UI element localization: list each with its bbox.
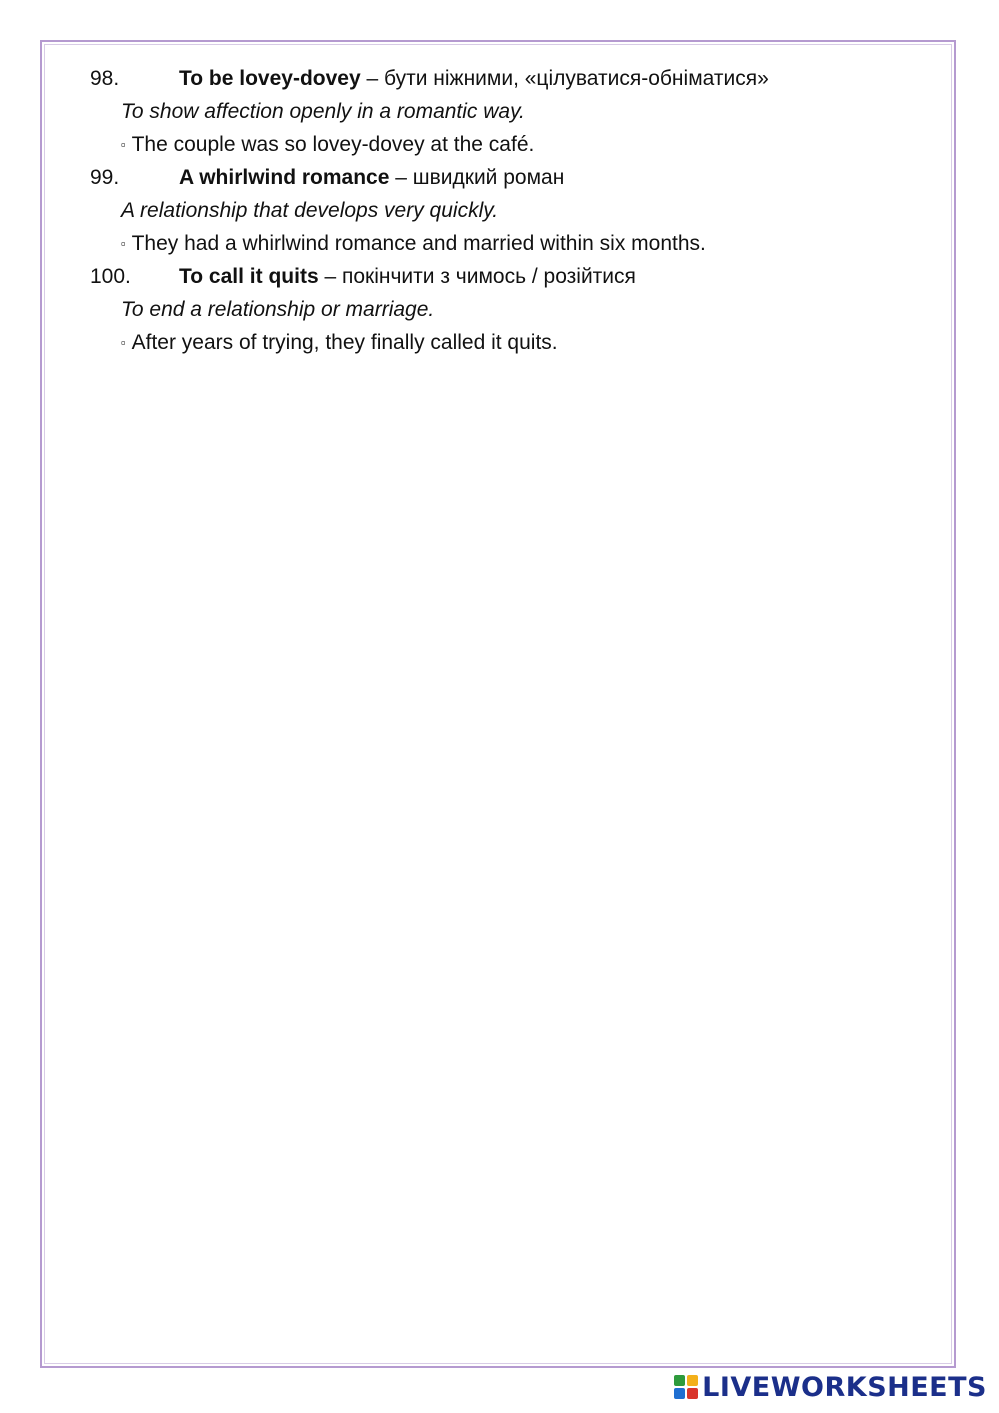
logo-square-blue [674,1388,685,1399]
idiom-example [90,227,930,260]
brand-name: LIVEWORKSHEETS [702,1371,987,1403]
idiom-entry-99 [90,161,930,260]
square-bullet-icon: ▫ [121,137,126,152]
entry-number: 98. [90,67,120,90]
idiom-translation: – бути ніжними, «цілуватися-обніматися» [360,67,769,90]
idiom-term: A whirlwind romance [179,166,390,189]
example-sentence: The couple was so lovey-dovey at the café. [131,133,535,156]
idiom-entry-100 [90,260,930,359]
example-sentence: After years of trying, they finally called it quits. [131,331,558,354]
idiom-example [90,128,930,161]
idiom-translation: – покінчити з чимось / розійтися [318,265,636,288]
idiom-example [90,326,930,359]
idiom-term: To call it quits [179,265,319,288]
idiom-translation: – швидкий роман [389,166,565,189]
entry-heading [90,260,930,293]
logo-square-yellow [687,1375,698,1386]
entry-number: 100. [90,265,131,288]
entry-heading [90,62,930,95]
entry-heading [90,161,930,194]
square-bullet-icon: ▫ [121,236,126,251]
idiom-definition: To end a relationship or marriage. [121,298,435,321]
example-sentence: They had a whirlwind romance and married within six months. [131,232,706,255]
idiom-entry-98 [90,62,930,161]
logo-square-green [674,1375,685,1386]
idiom-definition: To show affection openly in a romantic way. [121,100,525,123]
entry-number: 99. [90,166,120,189]
logo-square-red [687,1388,698,1399]
liveworksheets-logo-icon [674,1375,698,1399]
square-bullet-icon: ▫ [121,335,126,350]
idiom-definition: A relationship that develops very quickly. [121,199,499,222]
liveworksheets-logo[interactable] [674,1369,987,1405]
idiom-term: To be lovey-dovey [179,67,361,90]
idiom-list [90,62,930,359]
